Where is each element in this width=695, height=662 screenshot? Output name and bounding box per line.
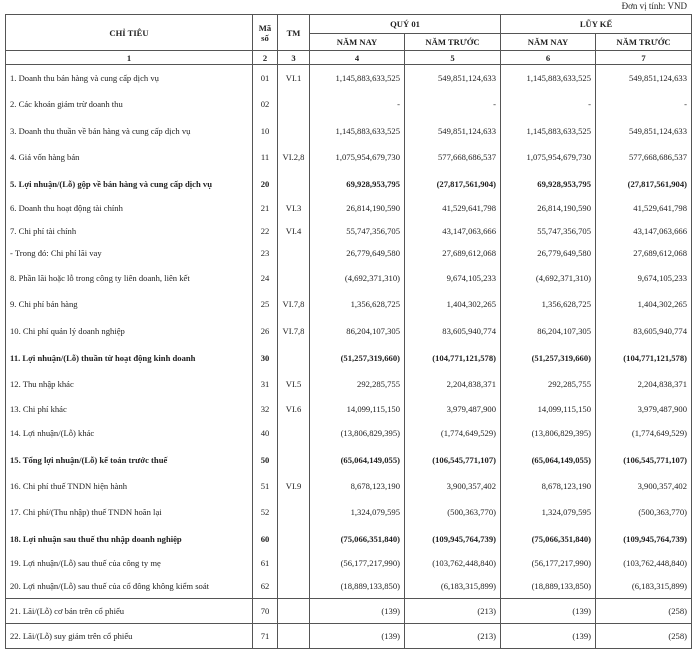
quarter-last-year-value: 83,605,940,774 — [405, 317, 501, 344]
ytd-this-year-value: 1,356,628,725 — [501, 291, 596, 317]
row-note: VI.9 — [278, 473, 310, 499]
row-code: 02 — [253, 91, 278, 117]
row-note — [278, 264, 310, 291]
quarter-last-year-value: (500,363,770) — [405, 499, 501, 525]
row-label: 16. Chi phí thuế TNDN hiện hành — [6, 473, 253, 499]
quarter-this-year-value: (56,177,217,990) — [310, 552, 405, 573]
ytd-last-year-value: (104,771,121,578) — [596, 344, 692, 371]
row-note: VI.3 — [278, 197, 310, 219]
ytd-last-year-value: 577,668,686,537 — [596, 144, 692, 170]
table-row — [6, 446, 692, 473]
ytd-this-year-value: 8,678,123,190 — [501, 473, 596, 499]
row-note — [278, 344, 310, 371]
row-note — [278, 525, 310, 552]
row-note — [278, 599, 310, 624]
row-code: 32 — [253, 397, 278, 420]
eps-row — [6, 624, 692, 649]
row-label: 22. Lãi/(Lỗ) suy giảm trên cổ phiếu — [6, 624, 253, 649]
ytd-last-year-value: 549,851,124,633 — [596, 65, 692, 92]
ytd-last-year-value: 549,851,124,633 — [596, 117, 692, 144]
quarter-this-year-value: 1,075,954,679,730 — [310, 144, 405, 170]
header-quarter-last-year: NĂM TRƯỚC — [405, 34, 501, 51]
table-row — [6, 525, 692, 552]
row-code: 70 — [253, 599, 278, 624]
ytd-this-year-value: (139) — [501, 599, 596, 624]
table-row — [6, 91, 692, 117]
quarter-last-year-value: 2,204,838,371 — [405, 371, 501, 397]
ytd-last-year-value: (106,545,771,107) — [596, 446, 692, 473]
ytd-this-year-value: (13,806,829,395) — [501, 420, 596, 446]
row-code: 52 — [253, 499, 278, 525]
income-statement-table — [5, 14, 692, 649]
row-label: 2. Các khoản giảm trừ doanh thu — [6, 91, 253, 117]
quarter-last-year-value: (1,774,649,529) — [405, 420, 501, 446]
row-code: 30 — [253, 344, 278, 371]
row-note: VI.2,8 — [278, 144, 310, 170]
table-row — [6, 371, 692, 397]
table-row — [6, 65, 692, 92]
ytd-last-year-value: (1,774,649,529) — [596, 420, 692, 446]
ytd-this-year-value: 69,928,953,795 — [501, 170, 596, 197]
ytd-last-year-value: 3,900,357,402 — [596, 473, 692, 499]
quarter-last-year-value: 43,147,063,666 — [405, 219, 501, 242]
quarter-this-year-value: 26,814,190,590 — [310, 197, 405, 219]
ytd-this-year-value: (18,889,133,850) — [501, 573, 596, 599]
quarter-last-year-value: 27,689,612,068 — [405, 242, 501, 264]
row-note — [278, 91, 310, 117]
quarter-last-year-value: 3,979,487,900 — [405, 397, 501, 420]
ytd-last-year-value: 83,605,940,774 — [596, 317, 692, 344]
ytd-last-year-value: 43,147,063,666 — [596, 219, 692, 242]
quarter-this-year-value: (75,066,351,840) — [310, 525, 405, 552]
quarter-this-year-value: 1,324,079,595 — [310, 499, 405, 525]
column-index: 3 — [278, 51, 310, 65]
table-row — [6, 219, 692, 242]
row-note — [278, 446, 310, 473]
quarter-this-year-value: 86,204,107,305 — [310, 317, 405, 344]
row-note: VI.7,8 — [278, 291, 310, 317]
table-row — [6, 170, 692, 197]
row-label: 5. Lợi nhuận/(Lỗ) gộp về bán hàng và cung cấp dịch vụ — [6, 170, 253, 197]
table-row — [6, 397, 692, 420]
table-row — [6, 344, 692, 371]
column-index: 4 — [310, 51, 405, 65]
row-note — [278, 117, 310, 144]
quarter-this-year-value: (65,064,149,055) — [310, 446, 405, 473]
quarter-this-year-value: 69,928,953,795 — [310, 170, 405, 197]
quarter-last-year-value: (109,945,764,739) — [405, 525, 501, 552]
row-note: VI.7,8 — [278, 317, 310, 344]
table-row — [6, 420, 692, 446]
quarter-last-year-value: - — [405, 91, 501, 117]
row-code: 10 — [253, 117, 278, 144]
row-note — [278, 242, 310, 264]
ytd-last-year-value: 9,674,105,233 — [596, 264, 692, 291]
table-row — [6, 573, 692, 599]
table-row — [6, 117, 692, 144]
row-note: VI.1 — [278, 65, 310, 92]
table-row — [6, 291, 692, 317]
row-note: VI.6 — [278, 397, 310, 420]
row-code: 24 — [253, 264, 278, 291]
row-code: 11 — [253, 144, 278, 170]
header-code: Mã số — [253, 15, 278, 51]
quarter-last-year-value: 9,674,105,233 — [405, 264, 501, 291]
column-index: 1 — [6, 51, 253, 65]
table-row — [6, 552, 692, 573]
row-note — [278, 552, 310, 573]
quarter-last-year-value: (6,183,315,899) — [405, 573, 501, 599]
ytd-last-year-value: 1,404,302,265 — [596, 291, 692, 317]
table-row — [6, 264, 692, 291]
row-note — [278, 420, 310, 446]
ytd-this-year-value: 26,814,190,590 — [501, 197, 596, 219]
ytd-last-year-value: (6,183,315,899) — [596, 573, 692, 599]
row-label: 18. Lợi nhuận sau thuế thu nhập doanh nghiệp — [6, 525, 253, 552]
row-code: 61 — [253, 552, 278, 573]
row-label: 21. Lãi/(Lỗ) cơ bản trên cổ phiếu — [6, 599, 253, 624]
ytd-this-year-value: 14,099,115,150 — [501, 397, 596, 420]
row-note — [278, 624, 310, 649]
ytd-this-year-value: (65,064,149,055) — [501, 446, 596, 473]
quarter-this-year-value: 14,099,115,150 — [310, 397, 405, 420]
header-quarter: QUÝ 01 — [310, 15, 501, 34]
ytd-this-year-value: (139) — [501, 624, 596, 649]
ytd-last-year-value: (109,945,764,739) — [596, 525, 692, 552]
row-label: - Trong đó: Chi phí lãi vay — [6, 242, 253, 264]
row-code: 21 — [253, 197, 278, 219]
row-note — [278, 170, 310, 197]
ytd-this-year-value: - — [501, 91, 596, 117]
quarter-last-year-value: (213) — [405, 599, 501, 624]
ytd-this-year-value: (56,177,217,990) — [501, 552, 596, 573]
ytd-last-year-value: 41,529,641,798 — [596, 197, 692, 219]
header-indicator: CHỈ TIÊU — [6, 15, 253, 51]
row-label: 13. Chi phí khác — [6, 397, 253, 420]
eps-rows — [6, 599, 692, 649]
row-label: 12. Thu nhập khác — [6, 371, 253, 397]
row-label: 7. Chi phí tài chính — [6, 219, 253, 242]
quarter-last-year-value: 41,529,641,798 — [405, 197, 501, 219]
quarter-last-year-value: (103,762,448,840) — [405, 552, 501, 573]
ytd-this-year-value: 1,145,883,633,525 — [501, 65, 596, 92]
column-index-row — [6, 51, 692, 65]
row-note: VI.4 — [278, 219, 310, 242]
ytd-last-year-value: (500,363,770) — [596, 499, 692, 525]
ytd-this-year-value: 26,779,649,580 — [501, 242, 596, 264]
header-quarter-this-year: NĂM NAY — [310, 34, 405, 51]
row-code: 40 — [253, 420, 278, 446]
quarter-last-year-value: (106,545,771,107) — [405, 446, 501, 473]
quarter-this-year-value: 1,145,883,633,525 — [310, 65, 405, 92]
unit-note: Đơn vị tính: VND — [621, 1, 687, 11]
ytd-this-year-value: 1,075,954,679,730 — [501, 144, 596, 170]
quarter-this-year-value: (51,257,319,660) — [310, 344, 405, 371]
column-index: 5 — [405, 51, 501, 65]
table-row — [6, 144, 692, 170]
row-code: 23 — [253, 242, 278, 264]
row-note: VI.5 — [278, 371, 310, 397]
header-ytd-last-year: NĂM TRƯỚC — [596, 34, 692, 51]
quarter-last-year-value: 3,900,357,402 — [405, 473, 501, 499]
header-ytd-this-year: NĂM NAY — [501, 34, 596, 51]
row-label: 11. Lợi nhuận/(Lỗ) thuần từ hoạt động kinh doanh — [6, 344, 253, 371]
quarter-this-year-value: (139) — [310, 624, 405, 649]
quarter-last-year-value: 1,404,302,265 — [405, 291, 501, 317]
statement-rows — [6, 65, 692, 599]
row-code: 25 — [253, 291, 278, 317]
quarter-this-year-value: 1,145,883,633,525 — [310, 117, 405, 144]
quarter-this-year-value: (13,806,829,395) — [310, 420, 405, 446]
eps-row — [6, 599, 692, 624]
row-code: 60 — [253, 525, 278, 552]
header-note: TM — [278, 15, 310, 51]
row-label: 15. Tổng lợi nhuận/(Lỗ) kế toán trước thuế — [6, 446, 253, 473]
ytd-last-year-value: 2,204,838,371 — [596, 371, 692, 397]
row-code: 71 — [253, 624, 278, 649]
quarter-last-year-value: 549,851,124,633 — [405, 117, 501, 144]
quarter-this-year-value: (139) — [310, 599, 405, 624]
ytd-this-year-value: 292,285,755 — [501, 371, 596, 397]
quarter-last-year-value: (27,817,561,904) — [405, 170, 501, 197]
row-label: 1. Doanh thu bán hàng và cung cấp dịch vụ — [6, 65, 253, 92]
ytd-last-year-value: 27,689,612,068 — [596, 242, 692, 264]
ytd-last-year-value: 3,979,487,900 — [596, 397, 692, 420]
ytd-this-year-value: (75,066,351,840) — [501, 525, 596, 552]
row-label: 9. Chi phí bán hàng — [6, 291, 253, 317]
quarter-this-year-value: 26,779,649,580 — [310, 242, 405, 264]
ytd-last-year-value: (27,817,561,904) — [596, 170, 692, 197]
table-row — [6, 197, 692, 219]
quarter-this-year-value: 8,678,123,190 — [310, 473, 405, 499]
ytd-last-year-value: (103,762,448,840) — [596, 552, 692, 573]
column-index: 7 — [596, 51, 692, 65]
ytd-last-year-value: - — [596, 91, 692, 117]
row-label: 20. Lợi nhuận/(Lỗ) sau thuế của cổ đông không kiểm soát — [6, 573, 253, 599]
ytd-last-year-value: (258) — [596, 599, 692, 624]
quarter-this-year-value: - — [310, 91, 405, 117]
row-code: 01 — [253, 65, 278, 92]
quarter-this-year-value: 55,747,356,705 — [310, 219, 405, 242]
quarter-last-year-value: 549,851,124,633 — [405, 65, 501, 92]
table-row — [6, 317, 692, 344]
ytd-this-year-value: 86,204,107,305 — [501, 317, 596, 344]
quarter-this-year-value: 1,356,628,725 — [310, 291, 405, 317]
ytd-last-year-value: (258) — [596, 624, 692, 649]
row-code: 31 — [253, 371, 278, 397]
row-code: 22 — [253, 219, 278, 242]
table-row — [6, 473, 692, 499]
quarter-this-year-value: 292,285,755 — [310, 371, 405, 397]
header-ytd: LŨY KẾ — [501, 15, 692, 34]
row-code: 20 — [253, 170, 278, 197]
quarter-this-year-value: (4,692,371,310) — [310, 264, 405, 291]
column-index: 6 — [501, 51, 596, 65]
column-index: 2 — [253, 51, 278, 65]
row-code: 26 — [253, 317, 278, 344]
row-label: 17. Chi phí/(Thu nhập) thuế TNDN hoãn lại — [6, 499, 253, 525]
row-label: 14. Lợi nhuận/(Lỗ) khác — [6, 420, 253, 446]
ytd-this-year-value: (4,692,371,310) — [501, 264, 596, 291]
ytd-this-year-value: 1,324,079,595 — [501, 499, 596, 525]
row-code: 51 — [253, 473, 278, 499]
row-label: 3. Doanh thu thuần về bán hàng và cung cấp dịch vụ — [6, 117, 253, 144]
row-note — [278, 573, 310, 599]
quarter-last-year-value: (213) — [405, 624, 501, 649]
quarter-this-year-value: (18,889,133,850) — [310, 573, 405, 599]
row-label: 19. Lợi nhuận/(Lỗ) sau thuế của công ty mẹ — [6, 552, 253, 573]
row-label: 4. Giá vốn hàng bán — [6, 144, 253, 170]
ytd-this-year-value: 55,747,356,705 — [501, 219, 596, 242]
row-code: 50 — [253, 446, 278, 473]
ytd-this-year-value: (51,257,319,660) — [501, 344, 596, 371]
row-label: 10. Chi phí quản lý doanh nghiệp — [6, 317, 253, 344]
table-row — [6, 499, 692, 525]
quarter-last-year-value: 577,668,686,537 — [405, 144, 501, 170]
ytd-this-year-value: 1,145,883,633,525 — [501, 117, 596, 144]
row-code: 62 — [253, 573, 278, 599]
table-row — [6, 242, 692, 264]
row-label: 6. Doanh thu hoạt động tài chính — [6, 197, 253, 219]
row-note — [278, 499, 310, 525]
row-label: 8. Phần lãi hoặc lỗ trong công ty liên doanh, liên kết — [6, 264, 253, 291]
quarter-last-year-value: (104,771,121,578) — [405, 344, 501, 371]
